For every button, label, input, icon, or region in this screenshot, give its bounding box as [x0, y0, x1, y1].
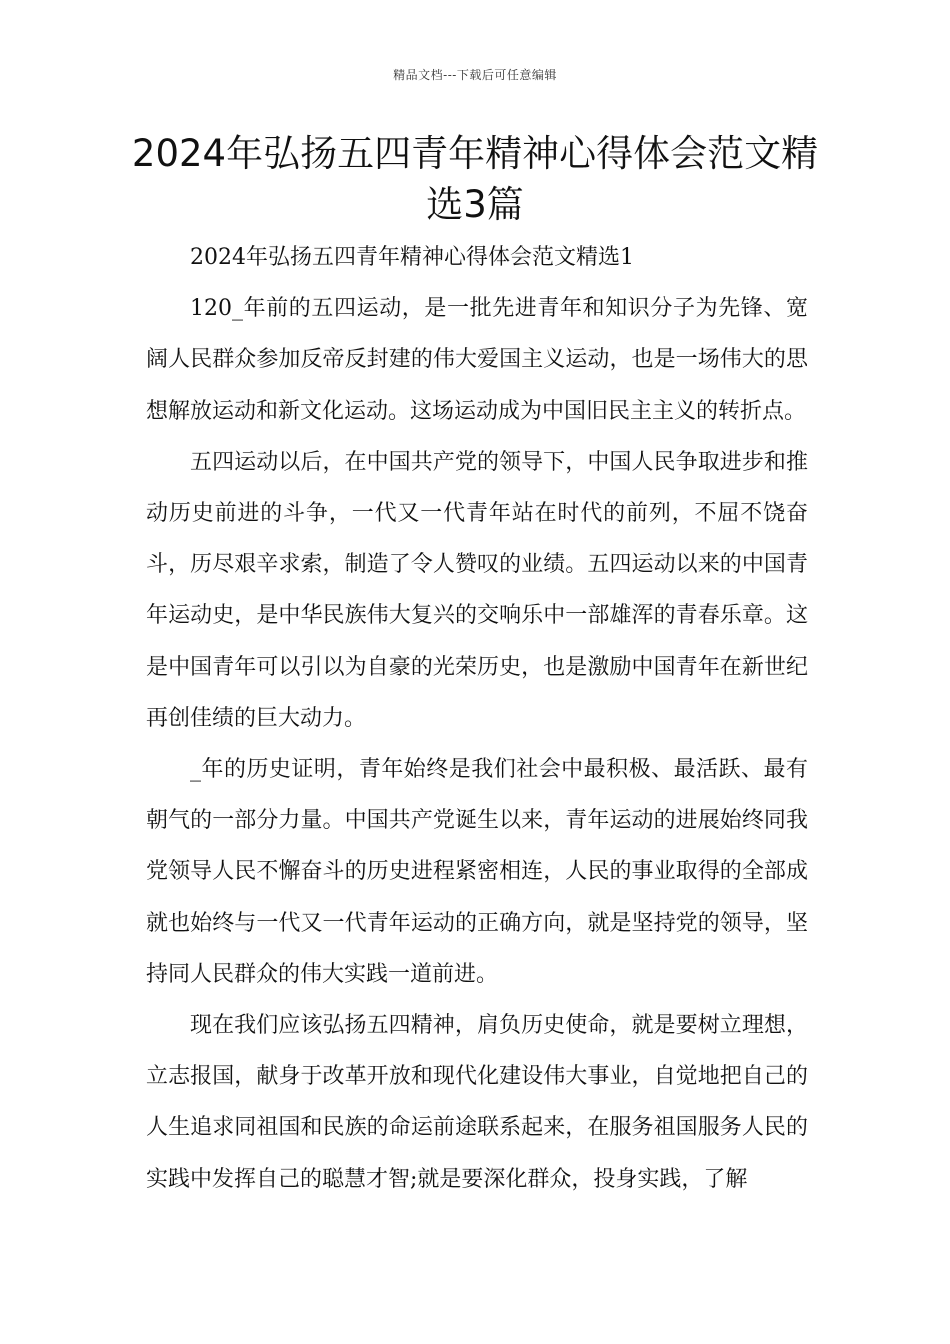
- body-paragraph: 120_年前的五四运动，是一批先进青年和知识分子为先锋、宽阔人民群众参加反帝反封建的伟大爱国主义运动，也是一场伟大的思想解放运动和新文化运动。这场运动成为中国旧民主主义的转折点。: [146, 296, 808, 424]
- subtitle-paragraph: 2024年弘扬五四青年精神心得体会范文精选1: [190, 245, 634, 270]
- body-paragraph: 五四运动以后，在中国共产党的领导下，中国人民争取进步和推动历史前进的斗争，一代又一代青年站在时代的前列，不屈不饶奋斗，历尽艰辛求索，制造了令人赞叹的业绩。五四运动以来的中国青年运动史，是中华民族伟大复兴的交响乐中一部雄浑的青春乐章。这是中国青年可以引以为自豪的光荣历史，也是激励中国青年在新世纪再创佳绩的巨大动力。: [146, 449, 808, 731]
- document-title: 2024年弘扬五四青年精神心得体会范文精选3篇: [131, 132, 819, 226]
- body-paragraph: _年的历史证明，青年始终是我们社会中最积极、最活跃、最有朝气的一部分力量。中国共产党诞生以来，青年运动的进展始终同我党领导人民不懈奋斗的历史进程紧密相连，人民的事业取得的全部成就也始终与一代又一代青年运动的正确方向，就是坚持党的领导，坚持同人民群众的伟大实践一道前进。: [146, 757, 808, 987]
- body-paragraph: 现在我们应该弘扬五四精神，肩负历史使命，就是要树立理想，立志报国，献身于改革开放和现代化建设伟大事业，自觉地把自己的人生追求同祖国和民族的命运前途联系起来，在服务祖国服务人民的实践中发挥自己的聪慧才智;就是要深化群众，投身实践，了解: [146, 1013, 808, 1192]
- header-note: 精品文档---下载后可任意编辑: [393, 68, 557, 82]
- document-body: [146, 232, 808, 1205]
